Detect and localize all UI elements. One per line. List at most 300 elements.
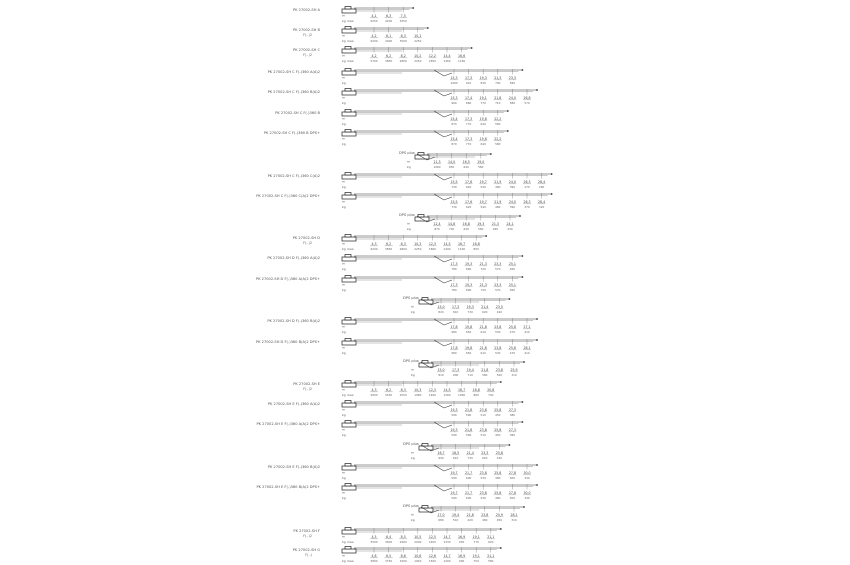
- load-value: 260: [538, 184, 545, 189]
- load-value: 730: [451, 184, 457, 189]
- reach-value: 21,3: [479, 262, 487, 266]
- crane-config-block: [267, 255, 523, 272]
- reach-unit: m: [342, 387, 345, 392]
- load-unit: kg: [342, 540, 346, 544]
- reach-value: 12,4: [433, 222, 441, 226]
- reach-value: 16,7: [437, 451, 445, 455]
- load-value: 620: [488, 539, 494, 544]
- load-value: 530: [495, 350, 501, 355]
- reach-value: 16,9: [458, 554, 466, 558]
- load-value: 3750: [385, 558, 393, 563]
- load-value: 380: [509, 412, 516, 417]
- reach-value: 24,0: [508, 96, 516, 100]
- load-value: 3200: [399, 558, 407, 563]
- dps-plus-diagram: [403, 442, 510, 460]
- reach-value: 12,3: [428, 242, 436, 246]
- reach-value: 20,8: [487, 388, 495, 392]
- load-unit: kg: [342, 19, 346, 23]
- load-value: 610: [480, 350, 486, 355]
- load-unit: kg: [342, 81, 346, 85]
- reach-value: 27,8: [508, 471, 516, 475]
- load-value: 1200: [443, 558, 451, 563]
- load-value: 480: [482, 517, 488, 522]
- load-value: 450: [495, 432, 501, 437]
- dps-plus-label: DPS plus: [403, 442, 419, 446]
- reach-value: 21,8: [465, 428, 473, 432]
- config-label: PK 27002-SH A: [293, 8, 320, 12]
- load-value: 490: [492, 226, 499, 231]
- load-value: 310: [511, 517, 517, 522]
- load-value: 870: [451, 141, 457, 146]
- load-value: 570: [524, 100, 530, 105]
- reach-value: 25,8: [495, 451, 503, 455]
- load-value: 600: [465, 475, 472, 480]
- reach-value: 18,5: [452, 451, 460, 455]
- reach-value: 6,2: [386, 388, 392, 392]
- reach-value: 17,4: [465, 96, 473, 100]
- reach-value: 21,4: [466, 451, 474, 455]
- load-value: 600: [465, 495, 472, 500]
- reach-value: 15,3: [450, 76, 458, 80]
- config-label: PK 27002-SH B: [293, 28, 320, 32]
- load-value: 890: [465, 266, 472, 271]
- reach-value: 25,8: [494, 428, 502, 432]
- load-unit: kg: [342, 496, 346, 500]
- reach-value: 23,3: [508, 76, 516, 80]
- reach-value: 28,1: [510, 513, 518, 517]
- reach-value: 19,8: [479, 137, 487, 141]
- load-value: 580: [495, 141, 501, 146]
- load-value: 590: [465, 412, 472, 417]
- load-value: 1260: [443, 392, 451, 397]
- reach-value: 10,2: [414, 54, 422, 58]
- load-value: 710: [467, 372, 473, 377]
- load-unit: kg: [342, 101, 346, 105]
- reach-value: 17,3: [450, 262, 458, 266]
- load-unit: kg: [411, 518, 415, 522]
- config-label: PK 27002-SH E F(-)360 A(A)2 DPS+: [256, 422, 320, 426]
- crane-base-icon: [342, 341, 356, 345]
- load-value: 830: [480, 80, 486, 85]
- load-value: 2800: [399, 246, 407, 251]
- crane-base-icon: [342, 112, 356, 116]
- reach-unit: m: [407, 159, 410, 164]
- reach-value: 25,8: [508, 346, 516, 350]
- load-value: 5500: [370, 539, 378, 544]
- reach-value: 6,4: [386, 535, 392, 539]
- crane-base-icon: [342, 49, 356, 53]
- reach-value: 21,3: [479, 283, 487, 287]
- load-value: 820: [438, 309, 444, 314]
- load-unit: kg: [342, 559, 346, 563]
- reach-value: 19,8: [479, 117, 487, 121]
- reach-value: 23,3: [481, 451, 489, 455]
- reach-value: 21,8: [494, 96, 502, 100]
- config-sublabel: F(..): [305, 553, 312, 557]
- reach-value: 4,1: [371, 14, 377, 18]
- crane-config-block: [293, 27, 429, 44]
- reach-value: 6,2: [386, 242, 392, 246]
- load-value: 700: [495, 80, 501, 85]
- load-value: 580: [478, 226, 484, 231]
- config-label: PK 27002-SH E F(-)360 B(A)2 DPS+: [256, 485, 320, 489]
- reach-value: 17,6: [465, 180, 473, 184]
- load-value: 620: [465, 184, 472, 189]
- load-value: 2550: [399, 392, 407, 397]
- load-value: 850: [473, 246, 479, 251]
- reach-value: 17,8: [450, 346, 458, 350]
- load-value: 3450: [385, 392, 393, 397]
- load-value: 2900: [399, 539, 407, 544]
- load-value: 370: [524, 204, 530, 209]
- reach-unit: m: [342, 241, 345, 246]
- config-sublabel: F(..)2: [303, 33, 312, 37]
- reach-value: 21,8: [481, 368, 489, 372]
- load-value: 870: [434, 226, 440, 231]
- reach-unit: m: [411, 512, 414, 517]
- load-value: 6200: [370, 246, 378, 251]
- config-label: PK 27002-SH E F(-)360 B(A)2: [267, 465, 320, 469]
- reach-value: 17,3: [452, 368, 460, 372]
- reach-value: 25,1: [508, 283, 516, 287]
- max-load-marker: max.: [347, 559, 355, 563]
- load-value: 960: [451, 100, 457, 105]
- dps-plus-diagram: [399, 151, 492, 169]
- reach-value: 21,1: [487, 535, 495, 539]
- reach-value: 25,9: [495, 513, 503, 517]
- crane-config-block: [256, 193, 552, 210]
- load-value: 450: [496, 517, 503, 522]
- reach-value: 10,6: [414, 554, 422, 558]
- crane-config-block: [268, 464, 538, 481]
- load-value: 6250: [370, 18, 378, 23]
- load-value: 320: [538, 204, 545, 209]
- load-value: 640: [463, 226, 469, 231]
- reach-value: 19,3: [466, 305, 474, 309]
- load-value: 410: [524, 350, 530, 355]
- reach-value: 21,7: [465, 471, 473, 475]
- reach-value: 23,8: [481, 513, 489, 517]
- load-value: 1460: [443, 58, 451, 63]
- reach-value: 7,5: [400, 14, 406, 18]
- load-value: 750: [473, 558, 479, 563]
- load-value: 480: [495, 204, 501, 209]
- reach-unit: m: [342, 33, 345, 38]
- reach-value: 25,8: [508, 325, 516, 329]
- load-value: 540: [480, 184, 486, 189]
- reach-value: 15,5: [450, 180, 458, 184]
- load-unit: kg: [342, 393, 346, 397]
- load-value: 720: [480, 287, 486, 292]
- load-value: 910: [465, 80, 472, 85]
- load-unit: kg: [411, 373, 415, 377]
- load-value: 3500: [399, 38, 407, 43]
- reach-value: 23,8: [495, 368, 503, 372]
- load-value: 650: [465, 350, 472, 355]
- reach-value: 21,7: [465, 491, 473, 495]
- reach-value: 28,1: [523, 346, 531, 350]
- load-value: 580: [509, 80, 516, 85]
- crane-config-block: [275, 110, 509, 127]
- crane-config-block: [293, 235, 487, 252]
- load-value: 710: [495, 100, 501, 105]
- crane-base-icon: [342, 486, 356, 490]
- reach-value: 12,2: [428, 54, 436, 58]
- reach-value: 8,2: [400, 54, 406, 58]
- load-value: 400: [509, 475, 516, 480]
- dps-plus-label: DPS plus: [403, 296, 419, 300]
- load-value: 1860: [428, 246, 436, 251]
- reach-value: 17,3: [465, 76, 473, 80]
- reach-value: 28,4: [538, 180, 546, 184]
- load-value: 570: [495, 266, 501, 271]
- reach-unit: m: [342, 75, 345, 80]
- load-value: 870: [451, 121, 457, 126]
- reach-value: 21,9: [494, 200, 502, 204]
- load-value: 1160: [458, 246, 466, 251]
- reach-value: 14,7: [443, 535, 451, 539]
- reach-value: 27,1: [523, 325, 531, 329]
- reach-value: 23,3: [494, 283, 502, 287]
- reach-value: 15,3: [450, 96, 458, 100]
- load-value: 860: [465, 100, 472, 105]
- reach-value: 14,4: [443, 54, 451, 58]
- load-value: 770: [480, 100, 486, 105]
- load-value: 730: [467, 455, 473, 460]
- load-value: 450: [495, 412, 501, 417]
- load-value: 780: [451, 287, 457, 292]
- reach-value: 4,2: [371, 34, 377, 38]
- load-value: 2800: [399, 58, 407, 63]
- reach-value: 8,3: [400, 242, 406, 246]
- reach-value: 4,6: [371, 554, 377, 558]
- reach-value: 19,7: [479, 200, 487, 204]
- load-value: 430: [507, 226, 513, 231]
- load-value: 480: [495, 495, 501, 500]
- load-value: 1460: [428, 392, 436, 397]
- crane-base-icon: [342, 9, 356, 13]
- load-unit: kg: [411, 456, 415, 460]
- reach-value: 6,2: [386, 54, 392, 58]
- load-value: 530: [480, 475, 486, 480]
- reach-value: 19,0: [477, 160, 485, 164]
- reach-value: 15,5: [450, 200, 458, 204]
- load-value: 720: [480, 266, 486, 271]
- reach-value: 27,3: [508, 428, 516, 432]
- config-label: PK 27002-SH C F(-)360 B(A)2: [267, 90, 320, 94]
- load-value: 390: [509, 204, 516, 209]
- crane-base-icon: [342, 423, 356, 427]
- max-load-marker: max.: [347, 19, 355, 23]
- config-label: PK 27002-SH E F(-)360 A(A)2: [267, 402, 320, 406]
- load-value: 270: [524, 184, 530, 189]
- reach-value: 19,7: [450, 471, 458, 475]
- load-value: 340: [524, 475, 530, 480]
- load-value: 590: [451, 432, 457, 437]
- reach-value: 23,8: [494, 346, 502, 350]
- load-value: 430: [496, 455, 503, 460]
- reach-value: 19,3: [450, 408, 458, 412]
- load-unit: kg: [342, 205, 346, 209]
- reach-value: 23,8: [479, 471, 487, 475]
- load-value: 620: [482, 455, 488, 460]
- reach-value: 26,3: [523, 200, 531, 204]
- reach-value: 10,1: [414, 34, 422, 38]
- load-value: 470: [509, 329, 516, 334]
- config-label: PK 27002-SH C F(-)360 C(A)2: [267, 174, 320, 178]
- crane-config-block: [293, 7, 414, 24]
- load-value: 570: [495, 287, 501, 292]
- load-unit: kg: [342, 247, 346, 251]
- crane-base-icon: [342, 91, 356, 95]
- max-load-marker: max.: [347, 247, 355, 251]
- load-value: 730: [467, 309, 473, 314]
- reach-value: 17,0: [437, 513, 445, 517]
- load-value: 890: [465, 287, 472, 292]
- crane-config-block: [256, 276, 523, 293]
- load-value: 620: [465, 204, 472, 209]
- load-value: 590: [465, 432, 472, 437]
- reach-unit: m: [342, 261, 345, 266]
- crane-config-block: [293, 547, 502, 564]
- load-value: 4000: [385, 38, 393, 43]
- reach-value: 26,3: [523, 180, 531, 184]
- reach-value: 21,1: [487, 554, 495, 558]
- reach-value: 23,3: [494, 262, 502, 266]
- load-value: 810: [452, 455, 459, 460]
- load-value: 580: [488, 558, 494, 563]
- load-value: 4200: [385, 18, 393, 23]
- load-value: 5800: [370, 558, 378, 563]
- crane-base-icon: [342, 383, 356, 387]
- load-value: 930: [458, 539, 465, 544]
- reach-unit: m: [342, 490, 345, 495]
- crane-base-icon: [342, 29, 356, 33]
- config-label: PK 27002-SH D F(-)360 A(A)2: [267, 256, 320, 260]
- crane-base-icon: [342, 132, 356, 136]
- reach-value: 12,5: [428, 535, 436, 539]
- reach-value: 10,3: [414, 242, 422, 246]
- load-value: 510: [452, 517, 459, 522]
- reach-value: 25,8: [494, 471, 502, 475]
- reach-value: 19,4: [452, 513, 460, 517]
- reach-value: 21,6: [466, 513, 474, 517]
- load-value: 590: [451, 495, 457, 500]
- crane-base-icon: [342, 530, 356, 534]
- load-value: 990: [438, 455, 444, 460]
- load-value: 530: [495, 329, 501, 334]
- load-value: 520: [496, 372, 503, 377]
- reach-unit: m: [411, 450, 414, 455]
- reach-value: 28,4: [538, 200, 546, 204]
- reach-unit: m: [342, 427, 345, 432]
- load-value: 480: [495, 475, 501, 480]
- reach-value: 24,1: [506, 222, 514, 226]
- crane-config-block: [268, 173, 553, 190]
- load-value: 850: [448, 164, 455, 169]
- reach-value: 16,5: [462, 160, 470, 164]
- crane-base-icon: [342, 278, 356, 282]
- load-value: 1160: [458, 58, 466, 63]
- reach-value: 23,8: [479, 428, 487, 432]
- config-label: PK 27002-SH C F(-)360 B DPS+: [263, 131, 320, 135]
- reach-unit: m: [342, 13, 345, 18]
- reach-value: 16,6: [458, 54, 466, 58]
- reach-value: 17,3: [450, 283, 458, 287]
- load-value: 3600: [385, 539, 393, 544]
- load-value: 610: [480, 329, 486, 334]
- reach-unit: m: [342, 407, 345, 412]
- config-sublabel: F(..)2: [303, 53, 312, 57]
- load-value: 410: [524, 329, 530, 334]
- reach-value: 19,1: [479, 96, 487, 100]
- load-value: 2250: [414, 38, 422, 43]
- reach-value: 25,9: [510, 368, 518, 372]
- crane-base-icon: [342, 237, 356, 241]
- load-value: 3850: [385, 58, 393, 63]
- load-value: 1850: [428, 58, 436, 63]
- config-label: PK 27002-SH C F(-)360 B: [275, 111, 320, 115]
- crane-base-icon: [342, 257, 356, 261]
- reach-value: 17,8: [450, 325, 458, 329]
- reach-value: 27,3: [508, 408, 516, 412]
- crane-base-icon: [342, 71, 356, 75]
- load-value: 1490: [443, 246, 451, 251]
- crane-config-block: [257, 421, 524, 438]
- load-value: 1650: [428, 539, 436, 544]
- load-value: 1060: [458, 392, 466, 397]
- reach-unit: m: [342, 553, 345, 558]
- reach-value: 14,5: [443, 242, 451, 246]
- reach-value: 4,3: [371, 388, 377, 392]
- reach-value: 15,4: [450, 117, 458, 121]
- max-load-marker: max.: [347, 59, 355, 63]
- reach-value: 30,0: [523, 471, 531, 475]
- reach-value: 23,8: [479, 491, 487, 495]
- config-label: PK 27002-SH D F(-)360 A(A)2 DPS+: [256, 277, 320, 281]
- reach-value: 23,8: [479, 408, 487, 412]
- load-unit: kg: [342, 413, 346, 417]
- load-value: 390: [509, 184, 516, 189]
- load-unit: kg: [342, 122, 346, 126]
- load-value: 1060: [433, 164, 441, 169]
- load-unit: kg: [407, 165, 411, 169]
- reach-value: 17,3: [465, 117, 473, 121]
- load-value: 400: [509, 495, 516, 500]
- reach-value: 14,7: [443, 554, 451, 558]
- load-value: 1940: [414, 558, 422, 563]
- reach-value: 10,3: [414, 388, 422, 392]
- reach-value: 19,8: [465, 346, 473, 350]
- reach-value: 21,9: [494, 180, 502, 184]
- reach-unit: m: [342, 95, 345, 100]
- crane-base-icon: [342, 320, 356, 324]
- crane-base-icon: [342, 175, 356, 179]
- reach-value: 19,7: [479, 180, 487, 184]
- load-value: 5600: [370, 392, 378, 397]
- config-label: PK 27002-SH E: [293, 382, 320, 386]
- reach-unit: m: [342, 345, 345, 350]
- load-unit: kg: [342, 330, 346, 334]
- reach-value: 21,8: [465, 408, 473, 412]
- reach-value: 19,1: [472, 535, 480, 539]
- crane-config-block: [293, 381, 501, 398]
- reach-value: 10,5: [414, 535, 422, 539]
- load-value: 420: [467, 517, 473, 522]
- load-value: 740: [488, 392, 494, 397]
- reach-value: 19,3: [465, 283, 473, 287]
- crane-base-icon: [342, 403, 356, 407]
